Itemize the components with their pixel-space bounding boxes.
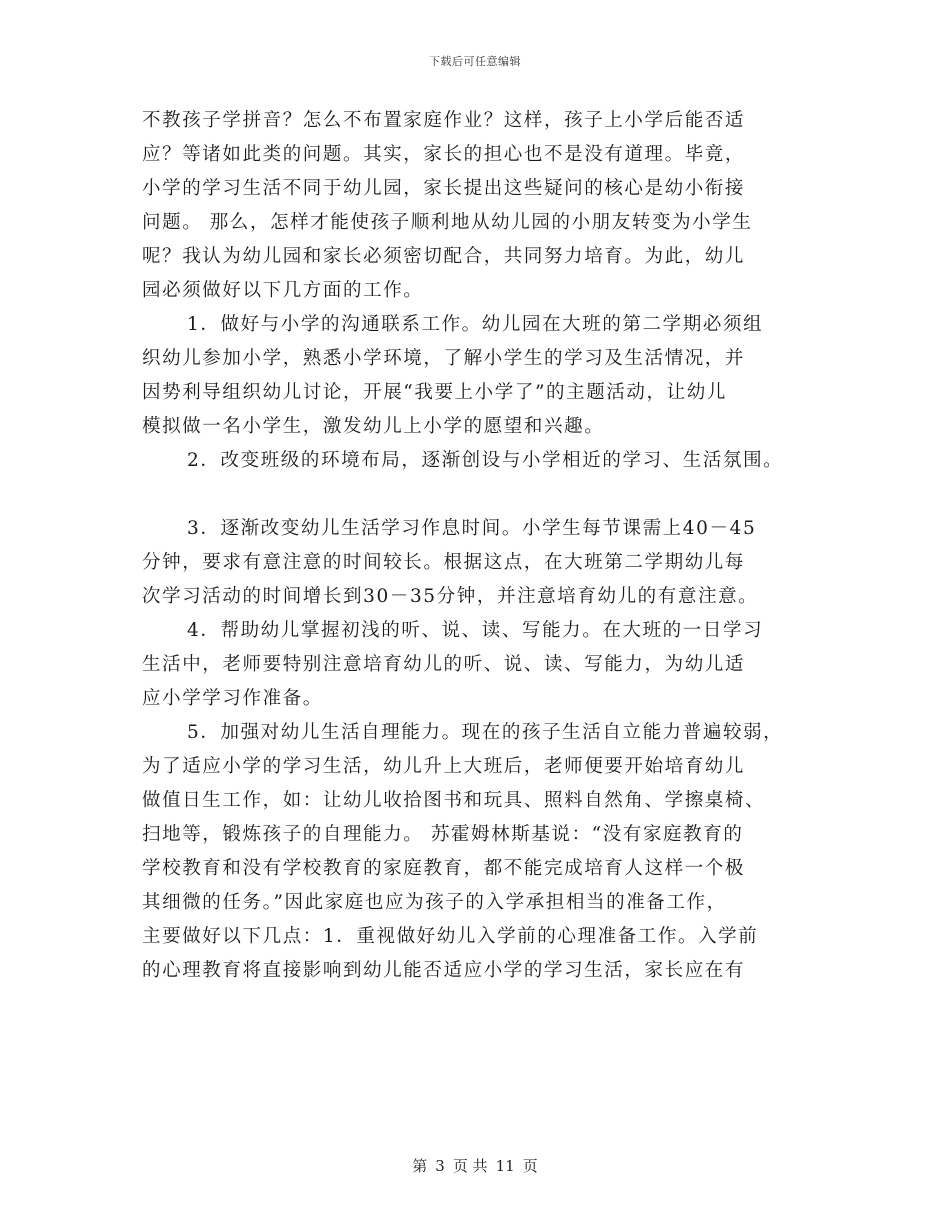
text-line: 的心理教育将直接影响到幼儿能否适应小学的学习生活，家长应在有 <box>142 960 746 981</box>
footer-prefix: 第 <box>412 1157 428 1175</box>
text-line: 问题。 那么，怎样才能使孩子顺利地从幼儿园的小朋友转变为小学生 <box>142 212 753 233</box>
paragraph-gap <box>142 478 842 512</box>
header-note: 下载后可任意编辑 <box>429 55 521 68</box>
text-line: 次学习活动的时间增长到30－35分钟，并注意培育幼儿的有意注意。 <box>142 586 759 607</box>
text-line: 园必须做好以下几方面的工作。 <box>142 280 424 301</box>
text-line: 为了适应小学的学习生活，幼儿升上大班后，老师便要开始培育幼儿 <box>142 756 746 777</box>
footer-middle: 页 共 <box>452 1157 488 1175</box>
document-body <box>142 104 842 988</box>
text-line: 应小学学习作准备。 <box>142 688 323 709</box>
page-footer <box>0 1155 950 1176</box>
text-line: 其细微的任务。”因此家庭也应为孩子的入学承担相当的准备工作， <box>142 892 727 913</box>
footer-suffix: 页 <box>522 1157 538 1175</box>
text-line: 主要做好以下几点：1．重视做好幼儿入学前的心理准备工作。入学前 <box>142 926 759 947</box>
list-item-3-line: 3．逐渐改变幼儿生活学习作息时间。小学生每节课需上40－45 <box>187 518 757 539</box>
list-item-5-line: 5．加强对幼儿生活自理能力。现在的孩子生活自立能力普遍较弱， <box>187 722 784 743</box>
text-line: 做值日生工作，如：让幼儿收拾图书和玩具、照料自然角、学擦桌椅、 <box>142 790 766 811</box>
text-line: 扫地等，锻炼孩子的自理能力。 苏霍姆林斯基说：“没有家庭教育的 <box>142 824 744 845</box>
total-pages: 11 <box>495 1157 515 1175</box>
text-line: 应？等诸如此类的问题。其实，家长的担心也不是没有道理。毕竟， <box>142 144 746 165</box>
text-line: 不教孩子学拼音？怎么不布置家庭作业？这样，孩子上小学后能否适 <box>142 110 746 131</box>
text-line: 分钟，要求有意注意的时间较长。根据这点，在大班第二学期幼儿每 <box>142 552 746 573</box>
text-line: 生活中，老师要特别注意培育幼儿的听、说、读、写能力，为幼儿适 <box>142 654 746 675</box>
text-line: 呢？我认为幼儿园和家长必须密切配合，共同努力培育。为此，幼儿 <box>142 246 746 267</box>
text-line: 学校教育和没有学校教育的家庭教育，都不能完成培育人这样一个极 <box>142 858 746 879</box>
text-line: 织幼儿参加小学，熟悉小学环境，了解小学生的学习及生活情况，并 <box>142 348 746 369</box>
text-line: 因势利导组织幼儿讨论，开展“我要上小学了”的主题活动，让幼儿 <box>142 382 727 403</box>
list-item-1-line: 1．做好与小学的沟通联系工作。幼儿园在大班的第二学期必须组 <box>187 314 764 335</box>
list-item-2-line: 2．改变班级的环境布局，逐渐创设与小学相近的学习、生活氛围。 <box>187 450 784 471</box>
text-line: 模拟做一名小学生，激发幼儿上小学的愿望和兴趣。 <box>142 416 605 437</box>
list-item-4-line: 4．帮助幼儿掌握初浅的听、说、读、写能力。在大班的一日学习 <box>187 620 764 641</box>
page-number: 3 <box>435 1157 445 1175</box>
text-line: 小学的学习生活不同于幼儿园，家长提出这些疑问的核心是幼小衔接 <box>142 178 746 199</box>
